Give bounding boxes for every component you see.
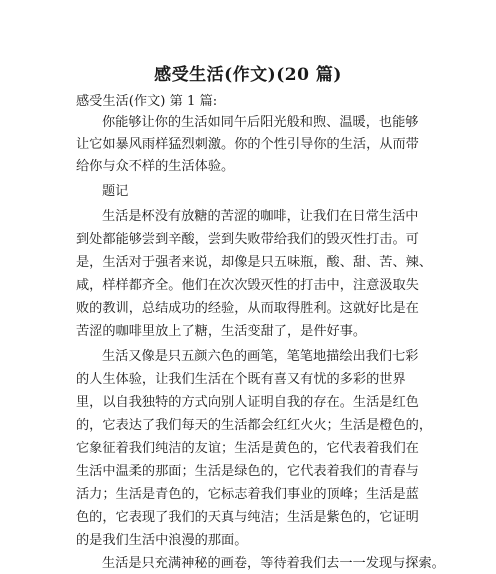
- intro-line: 给你与众不样的生活体验。: [76, 159, 235, 174]
- paragraph-line: 是，生活对于强者来说，却像是只五味瓶，酸、甜、苦、辣、: [76, 255, 433, 270]
- paragraph-line: 色的，它表现了我们的天真与纯洁；生活是紫色的，它证明: [76, 510, 419, 525]
- cut-off-line: 生活是只充满神秘的画卷，等待着我们去一一发现与探索。: [102, 556, 445, 571]
- paragraph-line: 苦涩的咖啡里放上了糖，生活变甜了，是件好事。: [76, 324, 367, 339]
- paragraph-line: 到处都能够尝到辛酸，尝到失败带给我们的毁灭性打击。可: [76, 232, 419, 247]
- document-subtitle: 感受生活(作文) 第 1 篇:: [76, 94, 218, 109]
- paragraph-line: 的，它表达了我们每天的生活都会红红火火；生活是橙色的，: [76, 418, 433, 433]
- paragraph-line: 的是我们生活中浪漫的那面。: [76, 533, 248, 548]
- paragraph-line: 里，以自我独特的方式向别人证明自我的存在。生活是红色: [76, 395, 419, 410]
- section-heading: 题记: [102, 184, 129, 199]
- paragraph-line: 咸，样样都齐全。他们在次次毁灭性的打击中，注意汲取失: [76, 278, 419, 293]
- paragraph-line: 它象征着我们纯洁的友谊；生活是黄色的，它代表着我们在: [76, 441, 419, 456]
- intro-line: 你能够让你的生活如同午后阳光般和煦、温暖，也能够: [102, 115, 419, 130]
- paragraph-line: 生活中温柔的那面；生活是绿色的，它代表着我们的青春与: [76, 464, 419, 479]
- paragraph-line: 活力；生活是青色的，它标志着我们事业的顶峰；生活是蓝: [76, 487, 419, 502]
- paragraph-line: 生活是杯没有放糖的苦涩的咖啡，让我们在日常生活中: [102, 209, 419, 224]
- intro-line: 让它如暴风雨样猛烈刺激。你的个性引导你的生活，从而带: [76, 137, 419, 152]
- document-title: 感受生活(作文)(20 篇): [154, 65, 342, 85]
- paragraph-line: 败的教训，总结成功的经验，从而取得胜利。这就好比是在: [76, 301, 419, 316]
- paragraph-line: 的人生体验，让我们生活在个既有喜又有忧的多彩的世界: [76, 372, 406, 387]
- paragraph-line: 生活又像是只五颜六色的画笔，笔笔地描绘出我们七彩: [102, 349, 419, 364]
